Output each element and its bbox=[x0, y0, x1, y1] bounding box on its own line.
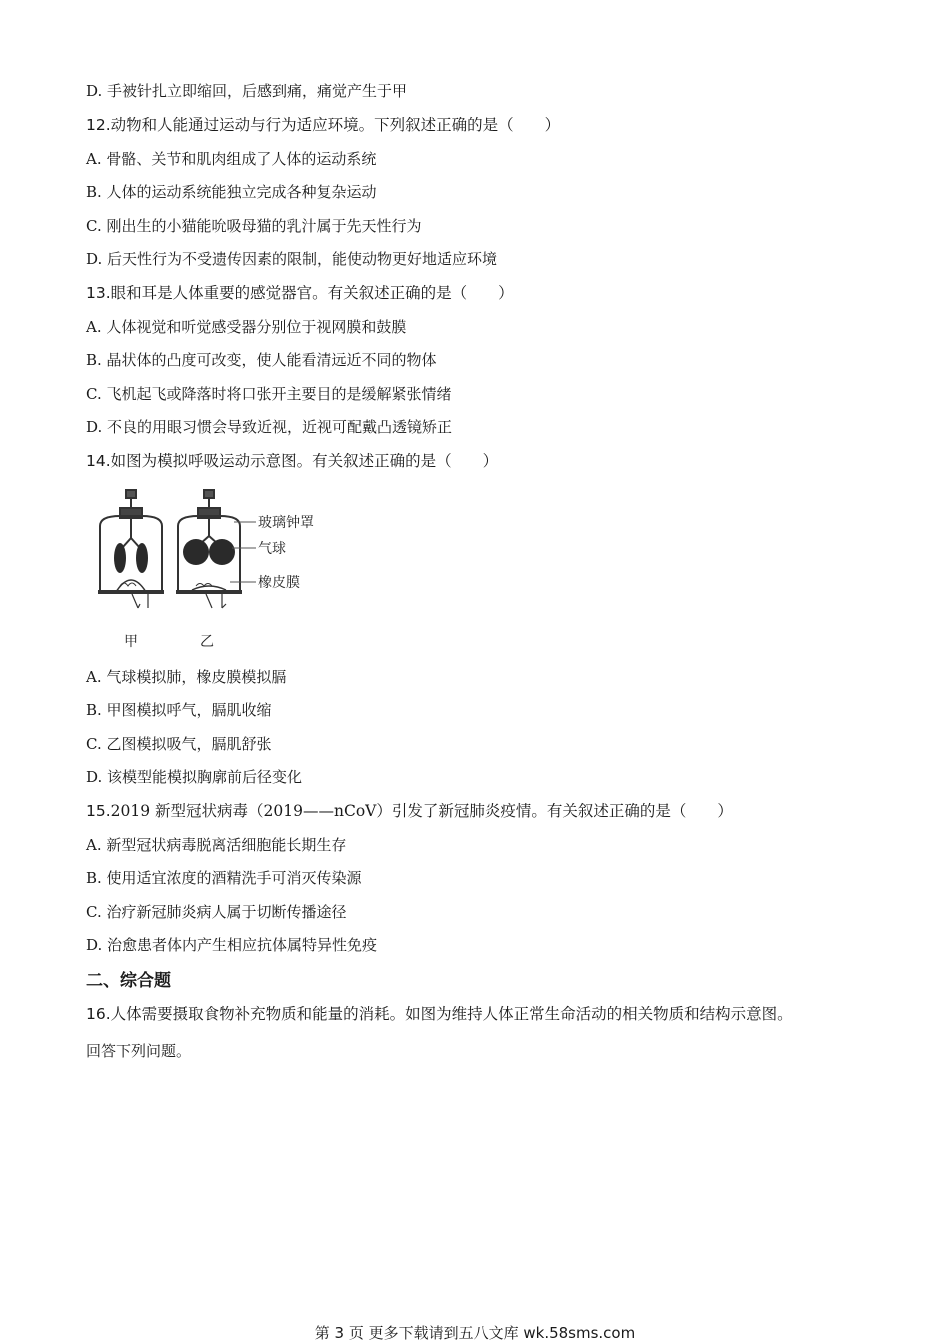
q14-option-d: D. 该模型能模拟胸廓前后径变化 bbox=[86, 768, 303, 786]
q16-stem bbox=[86, 1002, 793, 1024]
q12-option-b: B. 人体的运动系统能独立完成各种复杂运动 bbox=[86, 183, 377, 201]
q12-option-c: C. 刚出生的小猫能吮吸母猫的乳汁属于先天性行为 bbox=[86, 217, 422, 235]
label-yi: 乙 bbox=[200, 634, 214, 650]
q15-text: 2019 新型冠状病毒（2019——nCoV）引发了新冠肺炎疫情。有关叙述正确的是（ ） bbox=[110, 802, 733, 820]
q13-option-a: A. 人体视觉和听觉感受器分别位于视网膜和鼓膜 bbox=[86, 318, 407, 336]
q14-text: 如图为模拟呼吸运动示意图。有关叙述正确的是（ ） bbox=[110, 452, 499, 470]
q13-option-d: D. 不良的用眼习惯会导致近视，近视可配戴凸透镜矫正 bbox=[86, 418, 453, 436]
q13-stem bbox=[86, 281, 514, 303]
q15-option-d: D. 治愈患者体内产生相应抗体属特异性免疫 bbox=[86, 936, 378, 954]
q13-number: 13. bbox=[86, 284, 111, 302]
q15-option-a: A. 新型冠状病毒脱离活细胞能长期生存 bbox=[86, 836, 347, 854]
label-jia: 甲 bbox=[124, 634, 138, 650]
q13-text: 眼和耳是人体重要的感觉器官。有关叙述正确的是（ ） bbox=[110, 284, 514, 302]
q16-number: 16. bbox=[86, 1005, 111, 1023]
q14-option-b: B. 甲图模拟呼气，膈肌收缩 bbox=[86, 701, 272, 719]
q12-stem bbox=[86, 113, 560, 135]
page-footer: 第 3 页 更多下载请到五八文库 wk.58sms.com bbox=[314, 1324, 636, 1342]
q14-option-a: A. 气球模拟肺，橡皮膜模拟膈 bbox=[86, 668, 287, 686]
q14-stem bbox=[86, 449, 498, 471]
label-glass-bell: 玻璃钟罩 bbox=[258, 515, 314, 531]
bell-jar-jia bbox=[98, 490, 164, 608]
q12-text: 动物和人能通过运动与行为适应环境。下列叙述正确的是（ ） bbox=[110, 116, 561, 134]
q12-option-d: D. 后天性行为不受遗传因素的限制，能使动物更好地适应环境 bbox=[86, 250, 498, 268]
label-rubber-membrane: 橡皮膜 bbox=[258, 575, 300, 591]
section-heading: 二、综合题 bbox=[86, 971, 171, 991]
q15-option-c: C. 治疗新冠肺炎病人属于切断传播途径 bbox=[86, 903, 347, 921]
q12-number: 12. bbox=[86, 116, 111, 134]
q12-option-a: A. 骨骼、关节和肌肉组成了人体的运动系统 bbox=[86, 150, 377, 168]
q16-text: 人体需要摄取食物补充物质和能量的消耗。如图为维持人体正常生命活动的相关物质和结构示意图。 bbox=[110, 1005, 793, 1023]
q14-option-c: C. 乙图模拟吸气，膈肌舒张 bbox=[86, 735, 272, 753]
q16-line2: 回答下列问题。 bbox=[86, 1042, 192, 1060]
q15-stem bbox=[86, 799, 733, 821]
label-balloon: 气球 bbox=[258, 541, 286, 557]
q13-option-b: B. 晶状体的凸度可改变，使人能看清远近不同的物体 bbox=[86, 351, 437, 369]
q13-option-c: C. 飞机起飞或降落时将口张开主要目的是缓解紧张情绪 bbox=[86, 385, 452, 403]
q15-number: 15. bbox=[86, 802, 111, 820]
q14-number: 14. bbox=[86, 452, 111, 470]
q11-option-d: D. 手被针扎立即缩回，后感到痛，痛觉产生于甲 bbox=[86, 82, 408, 100]
respiration-model-figure bbox=[92, 486, 342, 656]
q15-option-b: B. 使用适宜浓度的酒精洗手可消灭传染源 bbox=[86, 869, 362, 887]
bell-jar-yi bbox=[176, 490, 242, 608]
